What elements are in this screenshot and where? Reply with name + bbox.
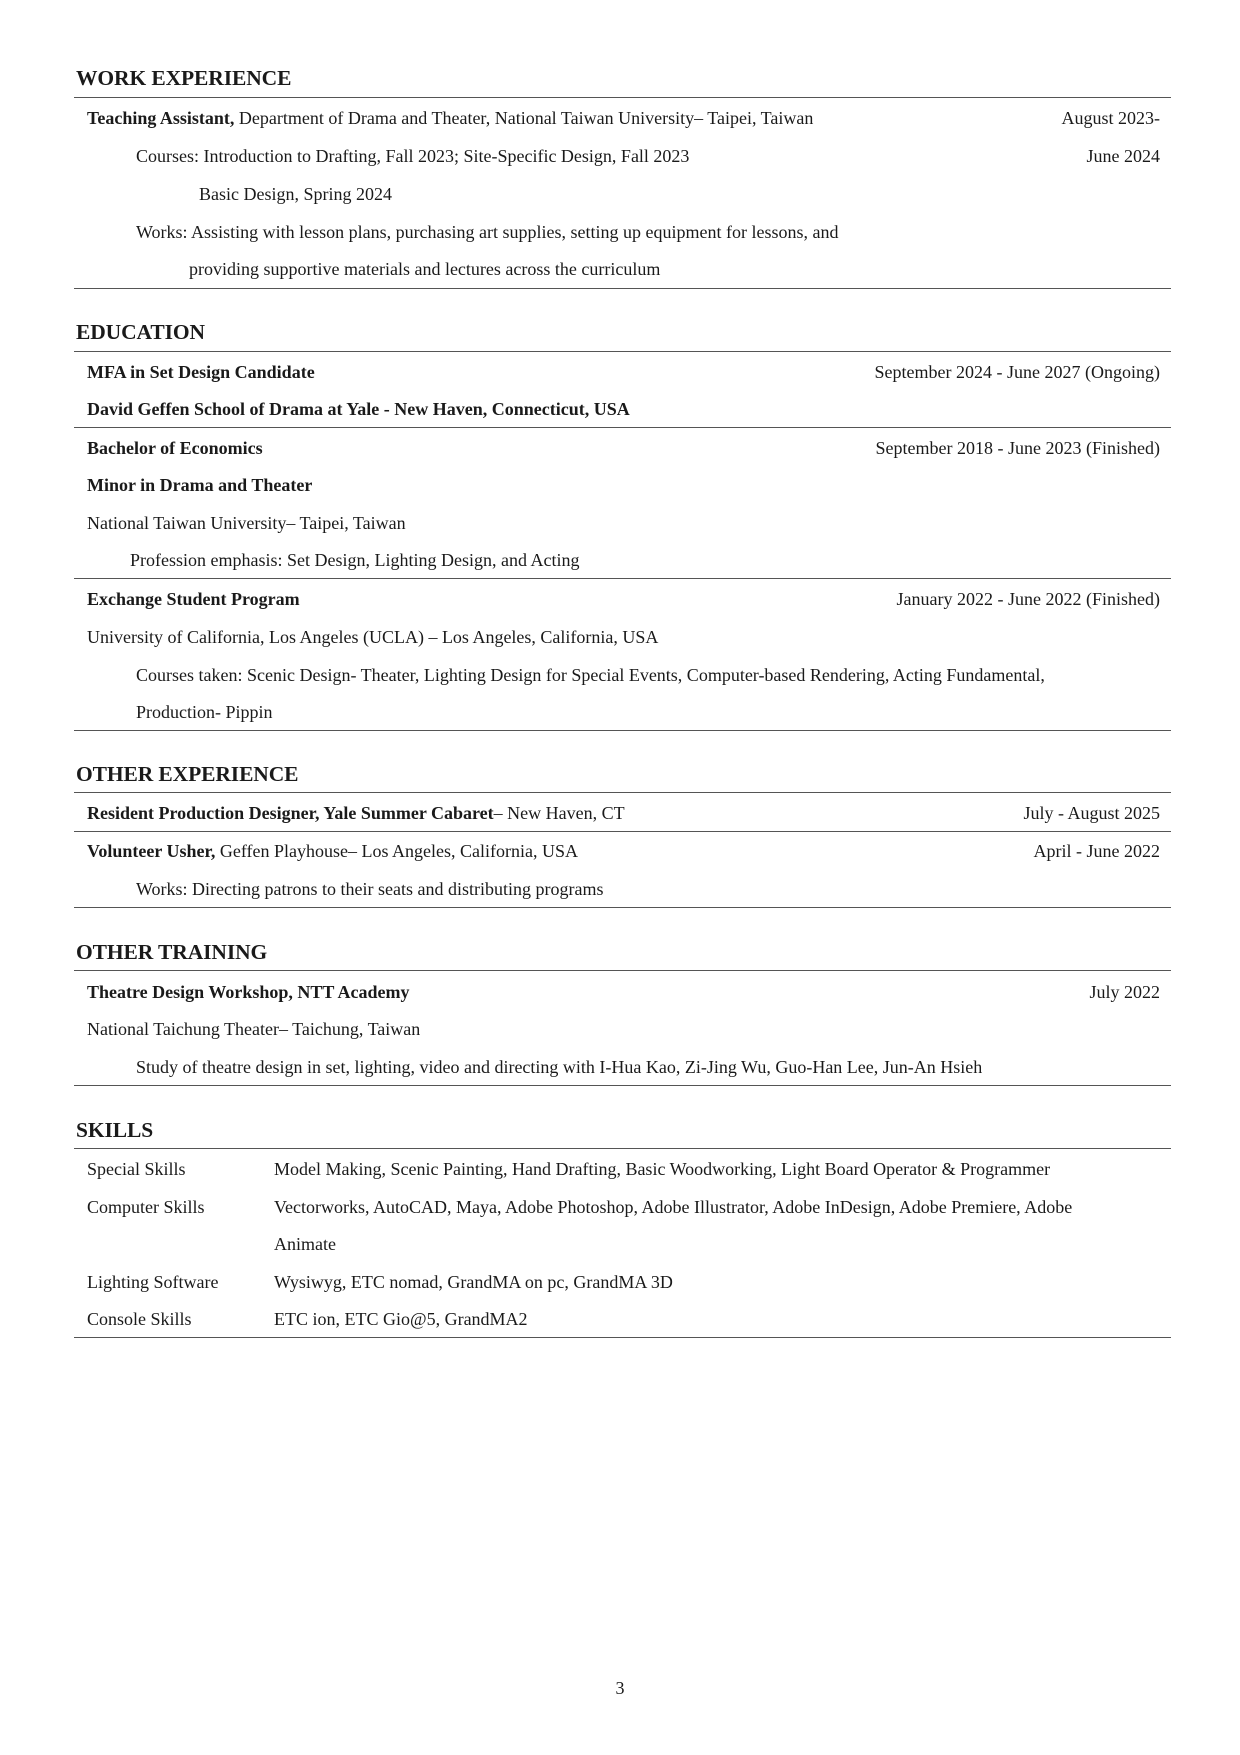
edu-ba-date: September 2018 - June 2023 (Finished): [875, 438, 1160, 458]
divider: [74, 288, 1171, 289]
divider: [74, 970, 1171, 971]
skill-label-special: Special Skills: [87, 1159, 186, 1179]
page-number: 3: [615, 1678, 625, 1698]
work-entry-heading: [87, 107, 813, 129]
resident-role: Resident Production Designer, Yale Summer Cabaret: [87, 803, 494, 823]
skill-label-computer: Computer Skills: [87, 1197, 205, 1217]
volunteer-duties: Works: Directing patrons to their seats and distributing programs: [136, 879, 604, 899]
divider: [74, 1148, 1171, 1149]
edu-mfa-school: David Geffen School of Drama at Yale - New Haven, Connecticut, USA: [87, 399, 630, 419]
training-date: July 2022: [1089, 982, 1160, 1002]
edu-exchange-date: January 2022 - June 2022 (Finished): [896, 589, 1160, 609]
edu-ba-school: National Taiwan University– Taipei, Taiwan: [87, 513, 406, 533]
divider: [74, 1337, 1171, 1338]
work-courses: Courses: Introduction to Drafting, Fall 2023; Site-Specific Design, Fall 2023: [136, 146, 690, 166]
divider: [74, 831, 1171, 832]
volunteer-role: Volunteer Usher,: [87, 841, 216, 861]
edu-exchange-courses: Courses taken: Scenic Design- Theater, Lighting Design for Special Events, Computer-based Rendering, Acting Fundamental,: [136, 665, 1045, 685]
divider: [74, 578, 1171, 579]
skill-value-console: ETC ion, ETC Gio@5, GrandMA2: [274, 1309, 528, 1329]
work-org: Department of Drama and Theater, National Taiwan University– Taipei, Taiwan: [234, 108, 814, 128]
work-courses-continued: Basic Design, Spring 2024: [199, 184, 392, 204]
section-title-skills: SKILLS: [76, 1118, 154, 1142]
section-title-other-training: OTHER TRAINING: [76, 940, 268, 964]
section-title-other-experience: OTHER EXPERIENCE: [76, 762, 299, 786]
work-role: Teaching Assistant,: [87, 108, 235, 128]
volunteer-place: Geffen Playhouse– Los Angeles, California, USA: [215, 841, 578, 861]
divider: [74, 427, 1171, 428]
divider: [74, 730, 1171, 731]
section-title-education: EDUCATION: [76, 320, 205, 344]
divider: [74, 792, 1171, 793]
resident-place: – New Haven, CT: [493, 803, 625, 823]
skill-value-computer: Vectorworks, AutoCAD, Maya, Adobe Photoshop, Adobe Illustrator, Adobe InDesign, Adobe Premiere, Adobe: [274, 1197, 1073, 1217]
volunteer-date: April - June 2022: [1033, 841, 1160, 861]
edu-ba-minor: Minor in Drama and Theater: [87, 475, 313, 495]
divider: [74, 97, 1171, 98]
edu-mfa-date: September 2024 - June 2027 (Ongoing): [874, 362, 1160, 382]
training-name: Theatre Design Workshop, NTT Academy: [87, 982, 410, 1002]
skill-label-console: Console Skills: [87, 1309, 192, 1329]
skill-label-lighting: Lighting Software: [87, 1272, 219, 1292]
training-description: Study of theatre design in set, lighting, video and directing with I-Hua Kao, Zi-Jing Wu, Guo-Han Lee, Jun-An Hsieh: [136, 1057, 983, 1077]
other-exp-resident-heading: [87, 802, 625, 824]
skill-value-special: Model Making, Scenic Painting, Hand Drafting, Basic Woodworking, Light Board Operator & Programmer: [274, 1159, 1051, 1179]
edu-ba-emphasis: Profession emphasis: Set Design, Lighting Design, and Acting: [130, 550, 580, 570]
edu-mfa-degree: MFA in Set Design Candidate: [87, 362, 315, 382]
skill-value-computer-continued: Animate: [274, 1234, 336, 1254]
work-duties: Works: Assisting with lesson plans, purchasing art supplies, setting up equipment for lessons, and: [136, 222, 839, 242]
divider: [74, 907, 1171, 908]
edu-ba-degree: Bachelor of Economics: [87, 438, 263, 458]
divider: [74, 1085, 1171, 1086]
work-date-end: June 2024: [1086, 146, 1160, 166]
work-duties-continued: providing supportive materials and lectures across the curriculum: [189, 259, 661, 279]
section-title-work-experience: WORK EXPERIENCE: [76, 66, 292, 90]
skill-value-lighting: Wysiwyg, ETC nomad, GrandMA on pc, GrandMA 3D: [274, 1272, 673, 1292]
resident-date: July - August 2025: [1023, 803, 1160, 823]
edu-exchange-school: University of California, Los Angeles (UCLA) – Los Angeles, California, USA: [87, 627, 659, 647]
divider: [74, 351, 1171, 352]
other-exp-volunteer-heading: [87, 840, 578, 862]
edu-exchange-program: Exchange Student Program: [87, 589, 300, 609]
training-place: National Taichung Theater– Taichung, Taiwan: [87, 1019, 421, 1039]
edu-exchange-courses-continued: Production- Pippin: [136, 702, 273, 722]
work-date-start: August 2023-: [1061, 108, 1160, 128]
